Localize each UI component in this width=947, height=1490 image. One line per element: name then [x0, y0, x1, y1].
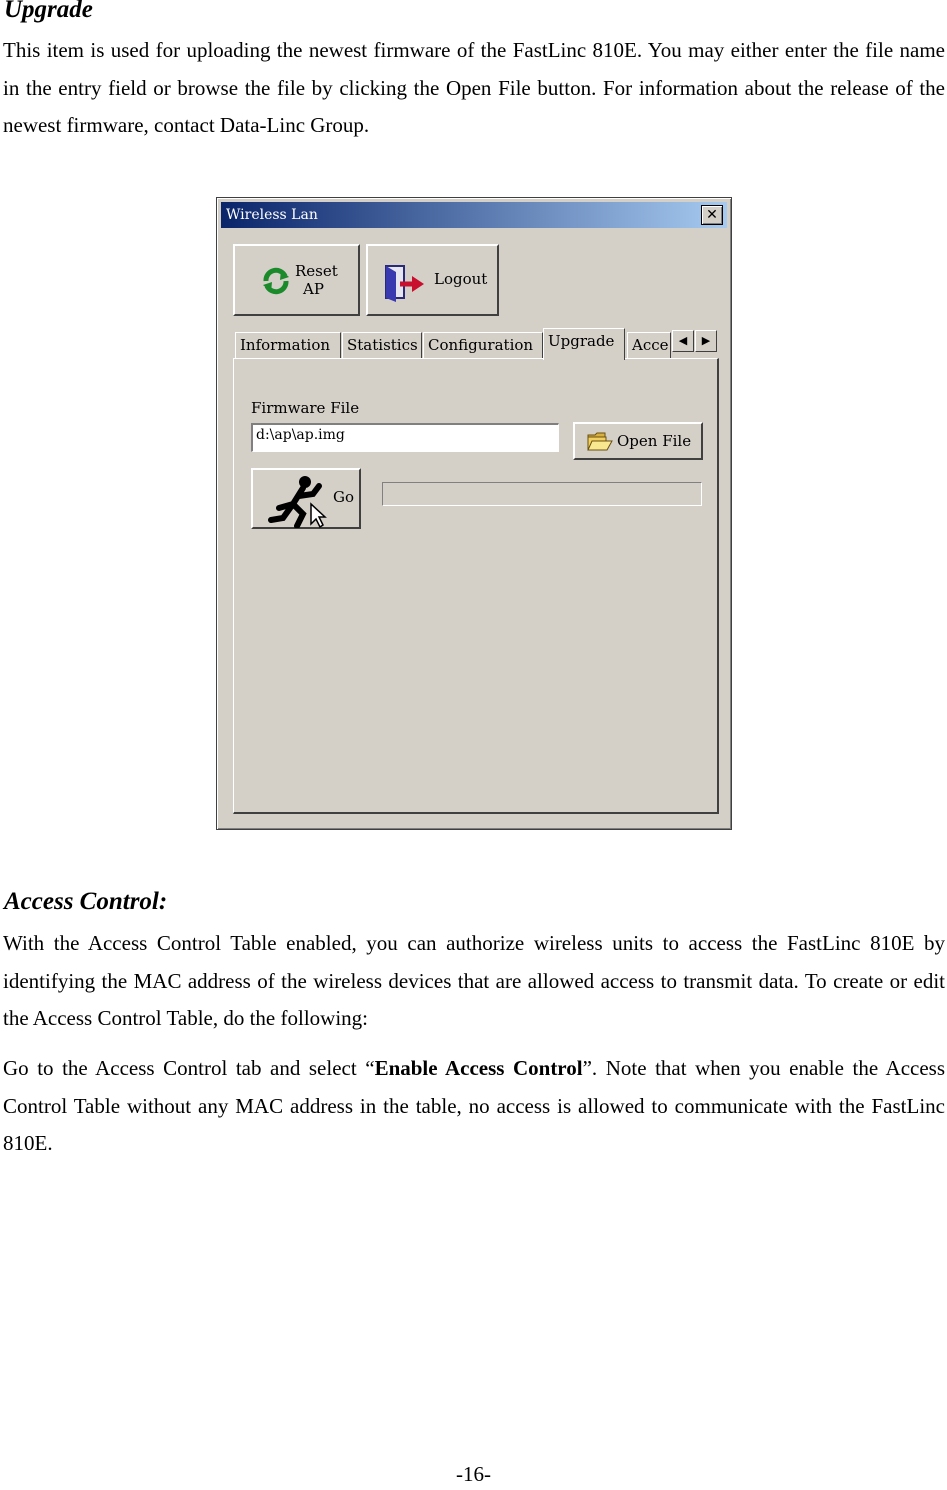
firmware-file-label: Firmware File	[251, 399, 360, 417]
tab-information[interactable]: Information	[235, 332, 341, 358]
runner-icon	[263, 474, 329, 528]
reset-label-line2: AP	[303, 280, 324, 298]
access-control-description: With the Access Control Table enabled, you can authorize wireless units to access the FastLinc 810E by identifying the MAC address of the wireless devices that are allowed access to transmit data. To create or edit the Access Control Table, do the following:	[3, 931, 945, 1030]
tab-access-control[interactable]: Acce	[627, 332, 671, 358]
refresh-icon	[261, 266, 291, 296]
upgrade-progress-bar	[382, 482, 702, 506]
logout-door-icon	[382, 260, 428, 304]
close-button[interactable]: ✕	[701, 205, 723, 225]
window-title: Wireless Lan	[226, 207, 318, 223]
go-label: Go	[333, 488, 355, 506]
open-file-label: Open File	[617, 432, 692, 450]
access-control-heading: Access Control:	[4, 888, 168, 915]
tab-scroll-left-icon[interactable]: ◀	[672, 330, 694, 352]
upgrade-heading: Upgrade	[4, 0, 93, 23]
logout-button[interactable]	[366, 244, 499, 316]
note-text-pre: Go to the Access Control tab and select “	[3, 1056, 375, 1080]
tab-statistics[interactable]: Statistics	[342, 332, 422, 358]
tab-configuration[interactable]: Configuration	[423, 332, 543, 358]
go-button[interactable]	[251, 468, 361, 529]
logout-label: Logout	[434, 270, 488, 288]
access-control-note	[3, 1050, 945, 1163]
enable-access-control-term: Enable Access Control	[374, 1056, 583, 1080]
upgrade-description: This item is used for uploading the newest firmware of the FastLinc 810E. You may either enter the file name in the entry field or browse the file by clicking the Open File button. For information about the release of the newest firmware, contact Data-Linc Group.	[3, 38, 945, 137]
note-text-post: ”. Note that when you enable the Access Control Table without any MAC address in the table, no access is allowed to communicate with the FastLinc 810E.	[3, 1056, 945, 1155]
tab-upgrade[interactable]: Upgrade	[543, 328, 625, 360]
tab-scroll-right-icon[interactable]: ▶	[695, 330, 717, 352]
firmware-file-input[interactable]: d:\ap\ap.img	[251, 423, 559, 452]
open-file-button[interactable]	[573, 422, 703, 460]
reset-ap-button[interactable]	[233, 244, 360, 316]
folder-open-icon	[587, 431, 613, 451]
reset-label-line1: Reset	[295, 262, 338, 280]
title-bar[interactable]	[221, 202, 727, 228]
wireless-lan-dialog	[216, 197, 732, 830]
page-number: -16-	[456, 1462, 491, 1486]
